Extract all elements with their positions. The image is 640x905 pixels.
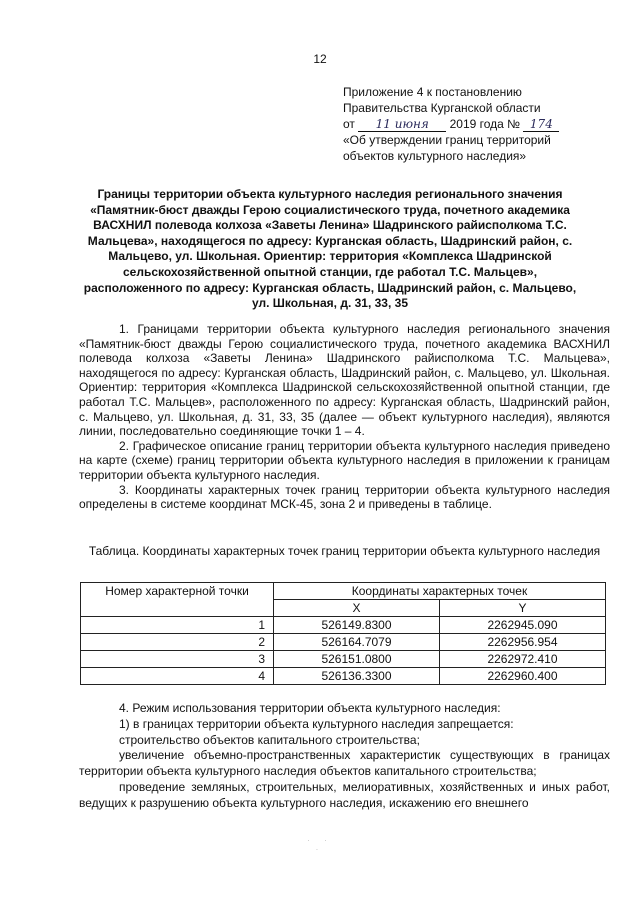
point-number: 3 — [81, 651, 274, 668]
header-x: X — [274, 600, 440, 617]
date-suffix: 2019 года № — [449, 117, 521, 131]
appendix-header — [343, 84, 623, 164]
paragraph-1: 1. Границами территории объекта культурного наследия регионального значения «Памятник-бюст дважды Герою социалистического труда, почетного академика ВАСХНИЛ полевода колхоза «Заветы Ленина» Шадринского райисполкома Т.С. Мальцева», находящегося по адресу: Курганская область, Шадринский район, с. Мальцево, ул. Школьная. Ориентир: территория «Комплекса Шадринской сельскохозяйственной опытной станции, где работал Т.С. Мальцев», расположенного по адресу: Курганская область, Шадринский район, с. Мальцево, ул. Школьная, д. 31, 33, 35 (далее — объект культурного наследия), являются линии, последовательно соединяющие точки 1 – 4. — [79, 322, 610, 439]
regime-line-1: 4. Режим использования территории объекта культурного наследия: — [119, 701, 501, 715]
handwritten-date: 11 июня — [375, 117, 429, 131]
regime-line-5: проведение земляных, строительных, мелиоративных, хозяйственных и иных работ, ведущих к разрушению объекта культурного наследия, искажению его внешнего — [79, 779, 610, 810]
regime-line-2: 1) в границах территории объекта культурного наследия запрещается: — [119, 716, 514, 731]
date-prefix: от — [343, 117, 355, 131]
coord-y: 2262956.954 — [439, 634, 605, 651]
point-number: 4 — [81, 668, 274, 685]
table-row — [81, 634, 606, 651]
coord-y: 2262972.410 — [439, 651, 605, 668]
handwritten-number: 174 — [529, 117, 553, 131]
paragraph-2: 2. Графическое описание границ территории объекта культурного наследия приведено на карте (схеме) границ территории объекта культурного наследия в приложении к границам территории объекта культурного наследия. — [79, 438, 610, 482]
coord-x: 526149.8300 — [274, 617, 440, 634]
scan-artifact: · · · — [307, 836, 333, 854]
table-row — [81, 651, 606, 668]
header-coordinates: Координаты характерных точек — [274, 583, 606, 600]
point-number: 1 — [81, 617, 274, 634]
appendix-date-line — [343, 116, 623, 132]
page-number: 12 — [313, 52, 327, 66]
regime-line-4: увеличение объемно-пространственных характеристик существующих в границах территории объекта культурного наследия объектов капитального строительства; — [79, 748, 610, 779]
coordinates-table — [80, 582, 606, 685]
appendix-line-2: Правительства Курганской области — [343, 101, 541, 115]
table-row — [81, 668, 606, 685]
table-row — [81, 617, 606, 634]
document-title: Границы территории объекта культурного наследия регионального значения «Памятник-бюст дважды Герою социалистического труда, почетного академика ВАСХНИЛ полевода колхоза «Заветы Ленина» Шадринского райисполкома Т.С. Мальцева», находящегося по адресу: Курганская область, Шадринский район, с. Мальцево, ул. Школьная. Ориентир: территория «Комплекса Шадринской сельскохозяйственной опытной станции, где работал Т.С. Мальцев», расположенного по адресу: Курганская область, Шадринский район, с. Мальцево, ул. Школьная, д. 31, 33, 35 — [83, 187, 577, 311]
point-number: 2 — [81, 634, 274, 651]
coord-y: 2262960.400 — [439, 668, 605, 685]
paragraph-3: 3. Координаты характерных точек границ территории объекта культурного наследия определены в системе координат МСК-45, зона 2 и приведены в таблице. — [79, 482, 610, 512]
table-caption: Таблица. Координаты характерных точек границ территории объекта культурного наследия — [88, 544, 601, 558]
body-text — [79, 322, 610, 512]
regime-text — [79, 701, 610, 812]
appendix-line-4: «Об утверждении границ территорий — [343, 133, 551, 147]
coord-y: 2262945.090 — [439, 617, 605, 634]
coord-x: 526164.7079 — [274, 634, 440, 651]
regime-line-3: строительство объектов капитального строительства; — [119, 732, 420, 747]
header-y: Y — [439, 600, 605, 617]
appendix-line-1: Приложение 4 к постановлению — [343, 85, 522, 99]
coord-x: 526136.3300 — [274, 668, 440, 685]
header-point-number: Номер характерной точки — [81, 583, 274, 617]
appendix-line-5: объектов культурного наследия» — [343, 149, 527, 163]
table-header-row — [81, 583, 606, 600]
coord-x: 526151.0800 — [274, 651, 440, 668]
